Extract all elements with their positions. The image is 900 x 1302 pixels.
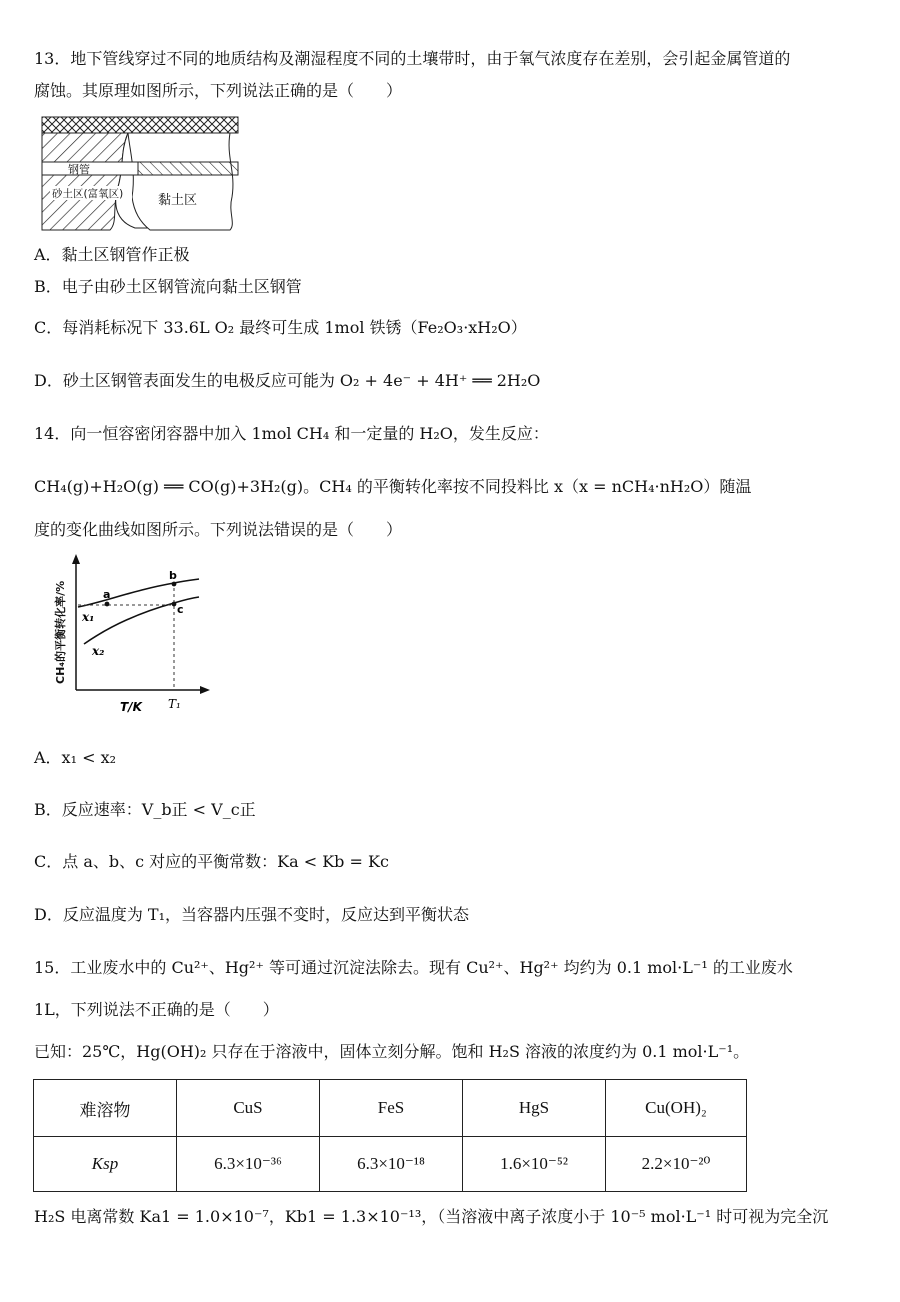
- x-axis-arrow: [200, 686, 210, 694]
- point-c: [172, 602, 177, 607]
- q14-stem-line2: CH₄(g)+H₂O(g) ══ CO(g)+3H₂(g)。CH₄ 的平衡转化率按不同投料比 x（x = nCH₄·nH₂O）随温: [34, 477, 752, 496]
- q13-option-a: A．黏土区钢管作正极: [34, 245, 190, 264]
- ksp-value-cus: 6.3×10⁻³⁶: [177, 1137, 320, 1192]
- label-pipe: 钢管: [68, 163, 90, 176]
- x-axis-label: T/K: [120, 700, 142, 714]
- label-sand-zone: 砂土区(富氧区): [52, 188, 124, 200]
- surface-layer: [42, 117, 238, 133]
- ksp-value-hgs: 1.6×10⁻⁵²: [463, 1137, 606, 1192]
- ksp-value-fes: 6.3×10⁻¹⁸: [320, 1137, 463, 1192]
- ksp-header-substance: 难溶物: [34, 1080, 177, 1137]
- ksp-table: [33, 1079, 747, 1192]
- q14-figure-conversion-curve: [44, 552, 219, 717]
- ksp-header-cus: CuS: [177, 1080, 320, 1137]
- q14-option-c: C．点 a、b、c 对应的平衡常数：Ka < Kb = Kc: [34, 852, 389, 871]
- label-curve-x2: x₂: [92, 644, 105, 658]
- label-curve-x1: x₁: [82, 610, 95, 624]
- label-point-c: c: [177, 603, 184, 616]
- point-a: [105, 602, 110, 607]
- pipe-clay-segment: [138, 162, 238, 175]
- q14-stem-line1: 14．向一恒容密闭容器中加入 1mol CH₄ 和一定量的 H₂O，发生反应：: [34, 424, 549, 443]
- q14-option-d: D．反应温度为 T₁，当容器内压强不变时，反应达到平衡状态: [34, 905, 470, 924]
- y-axis-label: CH₄的平衡转化率/%: [54, 580, 67, 684]
- tick-t1: T₁: [168, 697, 181, 711]
- clay-zone: [128, 133, 233, 230]
- q13-stem-line1: 13．地下管线穿过不同的地质结构及潮湿程度不同的土壤带时，由于氧气浓度存在差别，会引起金属管道的: [34, 49, 791, 68]
- pipe-sand-segment: [42, 162, 138, 175]
- label-point-a: a: [103, 588, 111, 601]
- ksp-table-header-row: [34, 1080, 747, 1137]
- q13-option-b: B．电子由砂土区钢管流向黏土区钢管: [34, 277, 302, 296]
- q14-stem-line3: 度的变化曲线如图所示。下列说法错误的是（ ）: [34, 520, 403, 539]
- q15-stem-line1: 15．工业废水中的 Cu²⁺、Hg²⁺ 等可通过沉淀法除去。现有 Cu²⁺、Hg²⁺ 均约为 0.1 mol·L⁻¹ 的工业废水: [34, 958, 793, 977]
- q13-option-c: C．每消耗标况下 33.6L O₂ 最终可生成 1mol 铁锈（Fe₂O₃·xH₂O）: [34, 318, 527, 337]
- ksp-value-cuoh2: 2.2×10⁻²⁰: [606, 1137, 747, 1192]
- q13-figure-soil-pipe: [40, 112, 245, 232]
- q14-option-a: A．x₁ < x₂: [34, 748, 117, 767]
- point-b: [172, 582, 177, 587]
- ksp-header-hgs: HgS: [463, 1080, 606, 1137]
- q15-ionization-constants: H₂S 电离常数 Ka1 = 1.0×10⁻⁷，Kb1 = 1.3×10⁻¹³，（当溶液中离子浓度小于 10⁻⁵ mol·L⁻¹ 时可视为完全沉: [34, 1207, 829, 1226]
- label-clay-zone: 黏土区: [158, 193, 198, 208]
- ksp-row-label: Ksp: [34, 1137, 177, 1192]
- q14-option-b: B．反应速率：V_b正 < V_c正: [34, 800, 256, 819]
- ksp-header-cuoh2: Cu(OH)₂: [606, 1080, 747, 1137]
- q15-stem-line2: 1L，下列说法不正确的是（ ）: [34, 1000, 279, 1019]
- q13-option-d: D．砂土区钢管表面发生的电极反应可能为 O₂ + 4e⁻ + 4H⁺ ══ 2H₂O: [34, 371, 541, 390]
- sand-zone: [42, 133, 128, 230]
- y-axis-arrow: [72, 554, 80, 564]
- label-point-b: b: [169, 569, 177, 582]
- ksp-table-value-row: [34, 1137, 747, 1192]
- ksp-header-fes: FeS: [320, 1080, 463, 1137]
- q13-stem-line2: 腐蚀。其原理如图所示，下列说法正确的是（ ）: [34, 81, 403, 100]
- q15-known-conditions: 已知：25℃，Hg(OH)₂ 只存在于溶液中，固体立刻分解。饱和 H₂S 溶液的浓度约为 0.1 mol·L⁻¹。: [34, 1042, 750, 1061]
